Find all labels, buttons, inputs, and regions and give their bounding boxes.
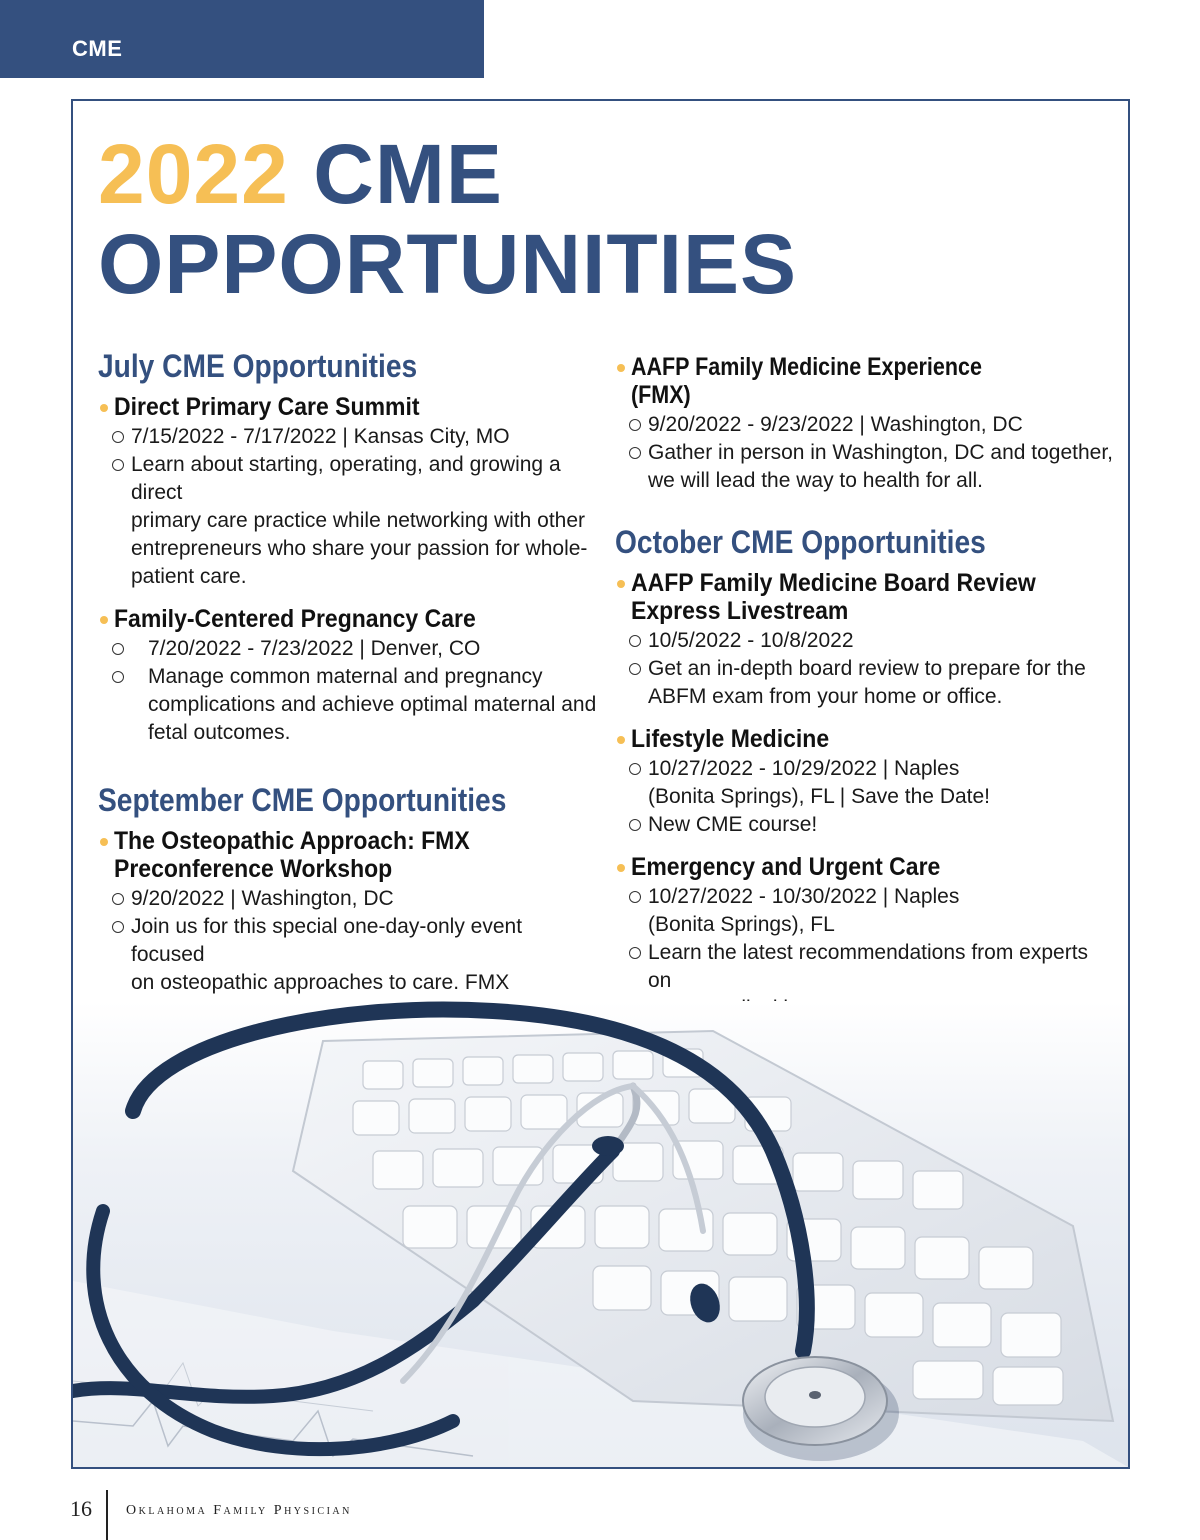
event-item (615, 353, 1115, 495)
event-title (98, 393, 598, 421)
section-tab-label: CME (72, 36, 123, 61)
circle-bullet-icon (112, 893, 124, 905)
bullet-icon (617, 864, 625, 872)
event-details (98, 635, 598, 747)
detail-text: New CME course! (648, 813, 818, 836)
detail-text: Gather in person in Washington, DC and together, we will lead the way to health for all. (648, 441, 1113, 492)
event-item (98, 605, 598, 747)
circle-bullet-icon (112, 921, 124, 933)
bullet-icon (617, 580, 625, 588)
event-description (112, 663, 598, 747)
event-description (629, 811, 1115, 839)
event-details (615, 755, 1115, 839)
headline (98, 129, 797, 309)
bullet-icon (100, 838, 108, 846)
headline-cme: CME (313, 127, 503, 221)
event-title (615, 569, 1115, 625)
right-column (615, 353, 1115, 1037)
detail-text: 9/20/2022 - 9/23/2022 | Washington, DC (648, 413, 1023, 436)
event-date-location (629, 627, 1115, 655)
circle-bullet-icon (629, 763, 641, 775)
page-number: 16 (70, 1496, 92, 1521)
detail-text: 10/27/2022 - 10/30/2022 | Naples (Bonita Springs), FL (648, 885, 960, 936)
circle-bullet-icon (112, 671, 124, 683)
event-description (629, 439, 1115, 495)
event-title-text: Lifestyle Medicine (631, 725, 830, 753)
detail-text: 7/20/2022 - 7/23/2022 | Denver, CO (148, 637, 481, 660)
detail-text: 7/15/2022 - 7/17/2022 | Kansas City, MO (131, 425, 510, 448)
event-description (112, 451, 598, 591)
detail-text: Join us for this special one-day-only event focused on osteopathic approaches to care. FMX (131, 915, 523, 994)
detail-text: 10/27/2022 - 10/29/2022 | Naples (Bonita Springs), FL | Save the Date! (648, 757, 991, 808)
detail-text: Learn the latest recommendations from experts on (648, 941, 1089, 992)
bullet-icon (617, 364, 625, 372)
event-title-text: AAFP Family Medicine Board Review Express Livestream (631, 569, 1036, 625)
circle-bullet-icon (112, 459, 124, 471)
circle-bullet-icon (112, 431, 124, 443)
detail-text: 9/20/2022 | Washington, DC (131, 887, 394, 910)
event-description (629, 655, 1115, 711)
event-title-text: Emergency and Urgent Care (631, 853, 941, 881)
event-title (615, 853, 1115, 881)
month-heading-july: July CME Opportunities (98, 348, 418, 384)
event-item (615, 569, 1115, 711)
event-details (98, 423, 598, 591)
event-date-location (112, 885, 598, 913)
circle-bullet-icon (629, 419, 641, 431)
detail-text: Get an in-depth board review to prepare for the ABFM exam from your home or office. (648, 657, 1086, 708)
month-heading-september: September CME Opportunities (98, 782, 507, 818)
event-date-location (112, 423, 598, 451)
event-details (615, 627, 1115, 711)
headline-year: 2022 (98, 127, 289, 221)
bullet-icon (617, 736, 625, 744)
event-title (615, 353, 1115, 409)
publication-name: Oklahoma Family Physician (126, 1503, 352, 1518)
event-date-location (112, 635, 598, 663)
event-title-text: Family-Centered Pregnancy Care (114, 605, 476, 633)
event-title (98, 605, 598, 633)
section-tab (0, 0, 484, 78)
event-item (615, 725, 1115, 839)
circle-bullet-icon (629, 819, 641, 831)
circle-bullet-icon (629, 663, 641, 675)
event-date-location (629, 883, 1115, 939)
detail-text: Learn about starting, operating, and growing a direct primary care practice while networking with other entrepreneurs who share your passion for whole- patient care. (131, 453, 588, 588)
event-date-location (629, 411, 1115, 439)
bullet-icon (100, 616, 108, 624)
event-date-location (629, 755, 1115, 811)
article-frame (71, 99, 1130, 1469)
headline-opportunities: OPPORTUNITIES (98, 217, 798, 311)
event-details (615, 411, 1115, 495)
circle-bullet-icon (629, 635, 641, 647)
event-title (98, 827, 598, 883)
bullet-icon (100, 404, 108, 412)
event-title-text: Direct Primary Care Summit (114, 393, 420, 421)
circle-bullet-icon (629, 447, 641, 459)
month-heading-october: October CME Opportunities (615, 524, 986, 560)
circle-bullet-icon (112, 643, 124, 655)
event-item (98, 393, 598, 591)
circle-bullet-icon (629, 891, 641, 903)
event-title-text: AAFP Family Medicine Experience (FMX) (631, 353, 982, 409)
event-title (615, 725, 1115, 753)
detail-text: Manage common maternal and pregnancy complications and achieve optimal maternal and fetal outcomes. (148, 665, 597, 744)
footer-divider (106, 1490, 108, 1540)
event-item (615, 853, 1115, 1023)
event-title-text: The Osteopathic Approach: FMX Preconference Workshop (114, 827, 470, 883)
circle-bullet-icon (629, 947, 641, 959)
detail-text: 10/5/2022 - 10/8/2022 (648, 629, 854, 652)
left-column (98, 347, 598, 1067)
stethoscope-keyboard-photo (73, 1001, 1128, 1467)
